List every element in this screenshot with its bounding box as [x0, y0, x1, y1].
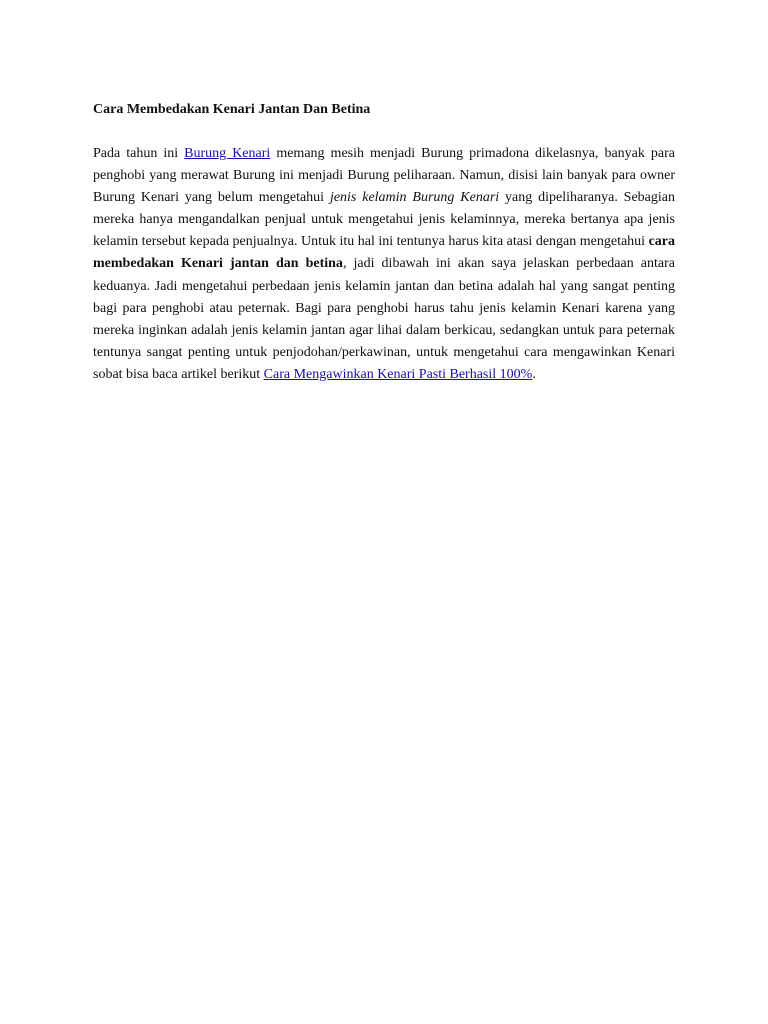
paragraph-text-5: .	[532, 366, 536, 382]
paragraph-text-1: Pada tahun ini	[93, 146, 185, 161]
burung-kenari-link[interactable]: Burung Kenari	[184, 146, 271, 161]
italic-phrase: jenis kelamin Burung Kenari	[329, 190, 500, 206]
paragraph-text-2: memang mesih menjadi Burung primadona dikelasnya, banyak para penghobi yang merawat Burung ini menjadi Burung peliharaan. Namun, disisi lain banyak para owner Burung Kenari yang belum mengetahui	[93, 146, 675, 206]
document-content	[93, 100, 675, 386]
paragraph-text-4: , jadi dibawah ini akan saya jelaskan perbedaan antara keduanya. Jadi mengetahui perbedaan jenis kelamin jantan dan betina adalah hal yang sangat penting bagi para penghobi atau peternak. Bagi para penghobi harus tahu jenis kelamin Kenari karena yang mereka inginkan adalah jenis kelamin jantan agar lihai dalam berkicau, sedangkan untuk para peternak tentunya sangat penting untuk penjodohan/perkawinan, untuk mengetahui cara mengawinkan Kenari sobat bisa baca artikel berikut	[93, 256, 675, 382]
mengawinkan-kenari-link[interactable]: Cara Mengawinkan Kenari Pasti Berhasil 100%	[263, 366, 533, 382]
paragraph-text-3: yang dipeliharanya. Sebagian mereka hanya mengandalkan penjual untuk mengetahui jenis kelaminnya, mereka bertanya apa jenis kelamin tersebut kepada penjualnya. Untuk itu hal ini tentunya harus kita atasi dengan mengetahui	[93, 190, 676, 250]
document-title: Cara Membedakan Kenari Jantan Dan Betina	[93, 102, 371, 117]
bold-phrase: cara membedakan Kenari jantan dan betina	[93, 234, 675, 272]
body-paragraph	[93, 143, 675, 386]
